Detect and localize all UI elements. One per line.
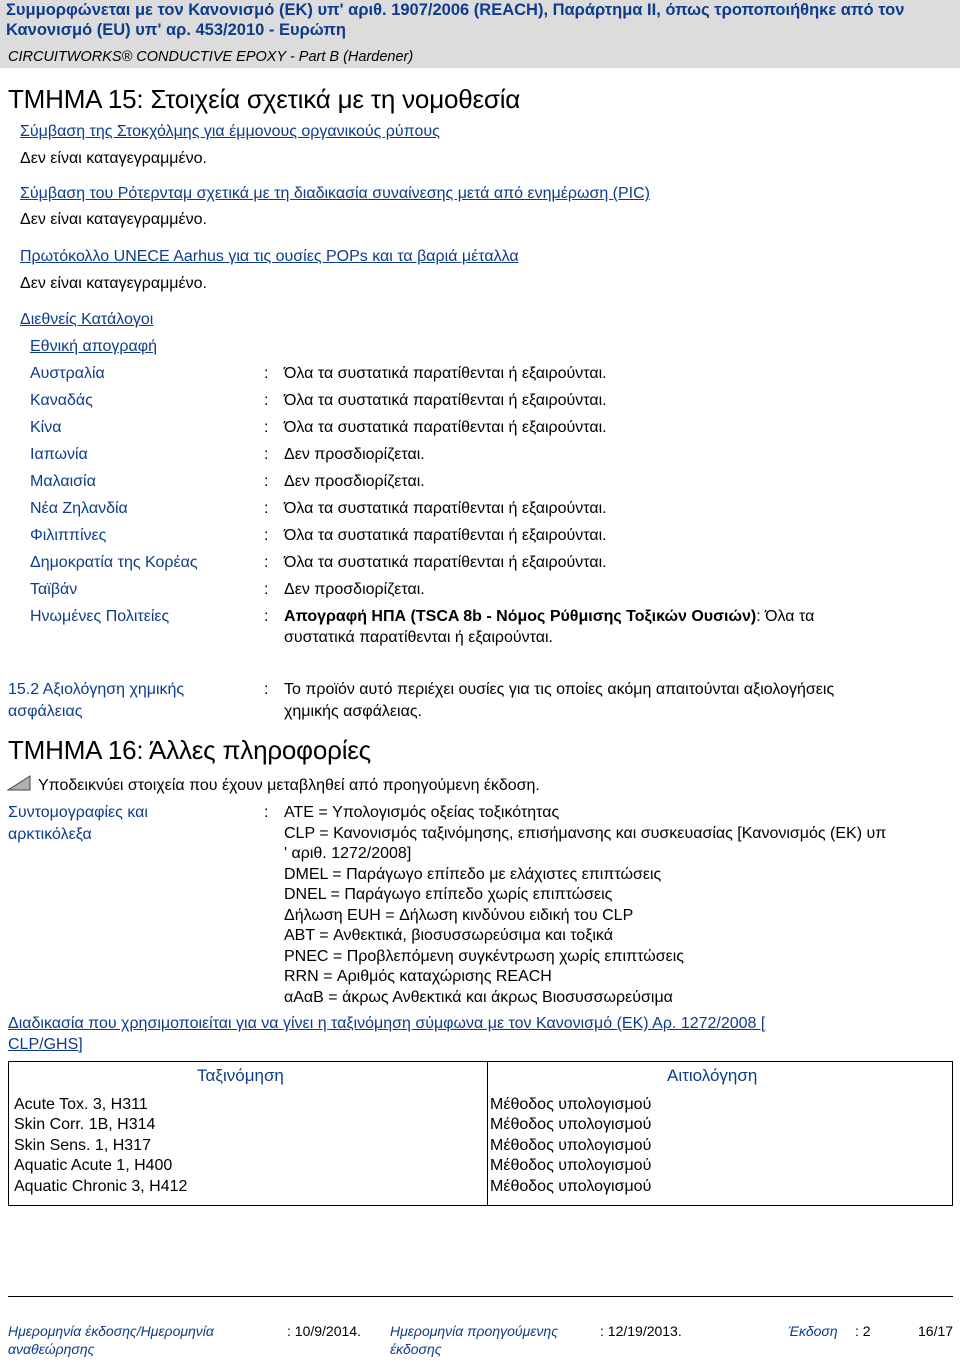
table-cell-justification: Μέθοδος υπολογισμού: [490, 1096, 652, 1113]
revision-marker-icon: [7, 775, 31, 791]
section-16-title: ΤΜΗΜΑ 16: Άλλες πληροφορίες: [8, 735, 371, 765]
table-cell-justification: Μέθοδος υπολογισμού: [490, 1177, 652, 1195]
csa-value-line2: χημικής ασφάλειας.: [284, 703, 422, 720]
csa-value-line1: Το προϊόν αυτό περιέχει ουσίες για τις οποίες ακόμη απαιτούνται αξιολογήσεις: [284, 681, 835, 698]
inventory-country: Ηνωμένες Πολιτείες: [30, 608, 170, 625]
chemical-safety-assessment-label-2: ασφάλειας: [8, 703, 83, 720]
page-number: 16/17: [918, 1323, 954, 1339]
inventory-colon: :: [264, 527, 269, 544]
inventory-value: Όλα τα συστατικά παρατίθενται ή εξαιρούνται.: [284, 419, 607, 436]
stockholm-value: Δεν είναι καταγεγραμμένο.: [20, 150, 207, 167]
list-item: DMEL = Παράγωγο επίπεδο με ελάχιστες επιπτώσεις: [284, 865, 662, 883]
inventory-country: Μαλαισία: [30, 473, 96, 490]
list-item: ' αριθ. 1272/2008]: [284, 845, 412, 862]
abbreviations-label: Συντομογραφίες και: [8, 804, 148, 821]
classification-procedure-heading: Διαδικασία που χρησιμοποιείται για να γίνει η ταξινόμηση σύμφωνα με τον Κανονισμό (ΕΚ) Αρ. 1272/2008 [: [8, 1015, 766, 1032]
inventory-country: Δημοκρατία της Κορέας: [30, 554, 198, 571]
inventory-colon: :: [264, 446, 269, 463]
tsca-value-line1: : Όλα τα: [756, 608, 815, 625]
table-cell-classification: Aquatic Acute 1, H400: [14, 1157, 173, 1175]
abbreviations-colon: :: [264, 804, 269, 821]
list-item: CLP = Κανονισμός ταξινόμησης, επισήμανσης και συσκευασίας [Κανονισμός (ΕΚ) υπ: [284, 824, 887, 842]
inventory-value: Όλα τα συστατικά παρατίθενται ή εξαιρούνται.: [284, 365, 607, 382]
list-item: DNEL = Παράγωγο επίπεδο χωρίς επιπτώσεις: [284, 886, 613, 903]
inventory-colon: :: [264, 392, 269, 409]
previous-date-label-2: έκδοσης: [390, 1341, 442, 1357]
inventory-colon: :: [264, 473, 269, 490]
inventory-value: Δεν προσδιορίζεται.: [284, 446, 425, 463]
inventory-country: Αυστραλία: [30, 365, 105, 382]
inventory-country: Καναδάς: [30, 392, 93, 409]
table-cell-justification: Μέθοδος υπολογισμού: [490, 1116, 652, 1134]
rotterdam-value: Δεν είναι καταγεγραμμένο.: [20, 211, 207, 228]
inventory-colon: :: [264, 500, 269, 517]
inventory-colon: :: [264, 365, 269, 382]
issue-date-label-2: αναθεώρησης: [8, 1341, 95, 1357]
stockholm-heading: Σύμβαση της Στοκχόλμης για έμμονους οργανικούς ρύπους: [20, 123, 440, 140]
list-item: PNEC = Προβλεπόμενη συγκέντρωση χωρίς επιπτώσεις: [284, 947, 684, 965]
international-lists-heading: Διεθνείς Κατάλογοι: [20, 311, 154, 328]
version-label: Έκδοση: [788, 1323, 838, 1339]
national-inventory-heading: Εθνική απογραφή: [30, 338, 158, 355]
inventory-value: Όλα τα συστατικά παρατίθενται ή εξαιρούνται.: [284, 527, 607, 544]
list-item: RRN = Αριθμός καταχώρισης REACH: [284, 968, 552, 985]
issue-date-value: : 10/9/2014.: [287, 1323, 361, 1339]
previous-date-value: : 12/19/2013.: [600, 1323, 682, 1339]
change-note: Υποδεικνύει στοιχεία που έχουν μεταβληθεί από προηγούμενη έκδοση.: [38, 777, 540, 794]
table-cell-justification: Μέθοδος υπολογισμού: [490, 1157, 652, 1175]
inventory-value: Όλα τα συστατικά παρατίθενται ή εξαιρούνται.: [284, 500, 607, 517]
table-cell-classification: Aquatic Chronic 3, H412: [14, 1177, 188, 1195]
issue-date-label: Ημερομηνία έκδοσης/Ημερομηνία: [8, 1323, 214, 1339]
classification-table: [8, 1061, 953, 1206]
inventory-value: Δεν προσδιορίζεται.: [284, 473, 425, 490]
csa-colon: :: [264, 681, 269, 698]
product-name: CIRCUITWORKS® CONDUCTIVE EPOXY - Part B (Hardener): [8, 49, 414, 65]
inventory-country: Κίνα: [30, 419, 62, 436]
tsca-value-line2: συστατικά παρατίθενται ή εξαιρούνται.: [284, 629, 553, 646]
tsca-label: Απογραφή ΗΠΑ (TSCA 8b - Νόμος Ρύθμισης Τοξικών Ουσιών): [284, 608, 757, 625]
rotterdam-heading: Σύμβαση του Ρότερνταμ σχετικά με τη διαδικασία συναίνεσης μετά από ενημέρωση (PIC): [20, 185, 651, 202]
inventory-value: Όλα τα συστατικά παρατίθενται ή εξαιρούνται.: [284, 392, 607, 409]
list-item: ABT = Ανθεκτικά, βιοσυσσωρεύσιμα και τοξικά: [284, 927, 613, 944]
inventory-country: Ιαπωνία: [30, 446, 88, 463]
chemical-safety-assessment-label: 15.2 Αξιολόγηση χημικής: [8, 681, 185, 698]
inventory-value: Δεν προσδιορίζεται.: [284, 581, 425, 598]
inventory-colon: :: [264, 554, 269, 571]
inventory-colon: :: [264, 581, 269, 598]
table-cell-classification: Skin Corr. 1B, H314: [14, 1116, 156, 1134]
previous-date-label: Ημερομηνία προηγούμενης: [390, 1323, 559, 1339]
footer-divider: [8, 1296, 953, 1297]
aarhus-heading: Πρωτόκολλο UNECE Aarhus για τις ουσίες POPs και τα βαριά μέταλλα: [20, 248, 519, 265]
list-item: αΑαΒ = άκρως Ανθεκτικά και άκρως Βιοσυσσωρεύσιμα: [284, 988, 673, 1006]
table-cell-classification: Acute Tox. 3, H311: [14, 1096, 148, 1113]
inventory-colon: :: [264, 419, 269, 436]
inventory-value: Όλα τα συστατικά παρατίθενται ή εξαιρούνται.: [284, 554, 607, 571]
inventory-value-usa: [284, 607, 814, 627]
inventory-country: Νέα Ζηλανδία: [30, 500, 128, 517]
inventory-colon: :: [264, 608, 269, 625]
column-header-classification: Ταξινόμηση: [197, 1066, 284, 1085]
table-divider: [487, 1062, 488, 1205]
section-15-title: ΤΜΗΜΑ 15: Στοιχεία σχετικά με τη νομοθεσία: [8, 84, 521, 114]
aarhus-value: Δεν είναι καταγεγραμμένο.: [20, 275, 207, 292]
classification-procedure-heading-2: CLP/GHS]: [8, 1036, 83, 1053]
version-value: : 2: [855, 1323, 871, 1339]
table-cell-justification: Μέθοδος υπολογισμού: [490, 1136, 652, 1154]
table-cell-classification: Skin Sens. 1, H317: [14, 1136, 151, 1154]
list-item: Δήλωση EUH = Δήλωση κινδύνου ειδική του CLP: [284, 906, 634, 924]
regulation-title: Συμμορφώνεται με τον Κανονισμό (ΕΚ) υπ' αριθ. 1907/2006 (REACH), Παράρτημα II, όπως τροποποιήθηκε από τον Κανονισμό (EU) υπ' αρ. 453/2010 - Ευρώπη: [6, 1, 905, 39]
abbreviations-label-2: αρκτικόλεξα: [8, 826, 92, 843]
inventory-country: Ταϊβάν: [30, 581, 78, 598]
column-header-justification: Αιτιολόγηση: [667, 1066, 758, 1085]
inventory-country: Φιλιππίνες: [30, 527, 107, 544]
list-item: ATE = Υπολογισμός οξείας τοξικότητας: [284, 804, 560, 821]
